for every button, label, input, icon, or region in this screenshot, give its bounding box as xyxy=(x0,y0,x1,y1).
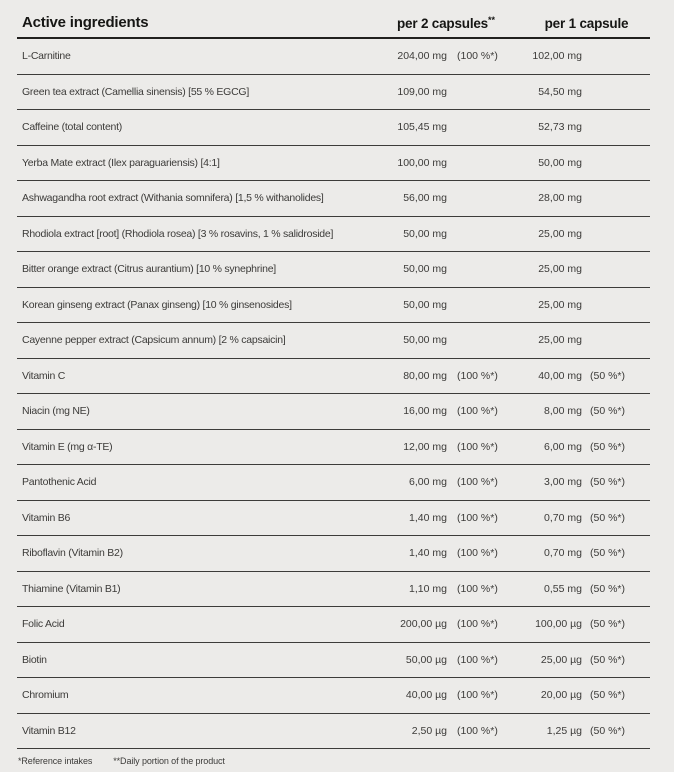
ingredient-name: Riboflavin (Vitamin B2) xyxy=(22,547,123,560)
reference-intake-pct-2: (100 %*) xyxy=(457,476,498,489)
amount-per-2-capsules: 50,00 mg xyxy=(403,298,447,311)
amount-per-2-capsules: 1,40 mg xyxy=(409,547,447,560)
amount-per-2-capsules: 40,00 µg xyxy=(405,689,447,702)
amount-per-1-capsule: 28,00 mg xyxy=(538,192,582,205)
ingredient-name: L-Carnitine xyxy=(22,50,71,63)
amount-per-1-capsule: 54,50 mg xyxy=(538,85,582,98)
table-header-row xyxy=(17,0,650,39)
footnote-reference-intakes: *Reference intakes xyxy=(18,756,93,766)
amount-per-1-capsule: 6,00 mg xyxy=(544,440,582,453)
amount-per-2-capsules: 100,00 mg xyxy=(397,156,447,169)
table-row xyxy=(17,643,650,679)
reference-intake-pct-2: (100 %*) xyxy=(457,618,498,631)
reference-intake-pct-1: (50 %*) xyxy=(590,653,626,666)
amount-per-2-capsules: 6,00 mg xyxy=(409,476,447,489)
table-row xyxy=(17,394,650,430)
amount-per-1-capsule: 25,00 mg xyxy=(538,263,582,276)
table-row xyxy=(17,465,650,501)
table-row xyxy=(17,323,650,359)
table-row xyxy=(17,110,650,146)
amount-per-2-capsules: 1,40 mg xyxy=(409,511,447,524)
ingredient-name: Bitter orange extract (Citrus aurantium) [10 % synephrine] xyxy=(22,263,276,276)
amount-per-1-capsule: 3,00 mg xyxy=(544,476,582,489)
amount-per-1-capsule: 1,25 µg xyxy=(546,724,582,737)
header-per-2-capsules-label: per 2 capsules xyxy=(396,16,488,31)
table-body xyxy=(17,39,650,749)
header-per-1-capsule: per 1 capsule xyxy=(544,16,629,31)
reference-intake-pct-2: (100 %*) xyxy=(457,689,498,702)
ingredient-name: Pantothenic Acid xyxy=(22,476,97,489)
reference-intake-pct-1: (50 %*) xyxy=(590,476,626,489)
amount-per-2-capsules: 50,00 µg xyxy=(405,653,447,666)
amount-per-1-capsule: 25,00 mg xyxy=(538,334,582,347)
reference-intake-pct-2: (100 %*) xyxy=(457,653,498,666)
ingredient-name: Folic Acid xyxy=(22,618,65,631)
table-row xyxy=(17,146,650,182)
amount-per-1-capsule: 25,00 mg xyxy=(538,227,582,240)
footnotes xyxy=(17,756,650,766)
table-row xyxy=(17,430,650,466)
table-row xyxy=(17,217,650,253)
amount-per-2-capsules: 12,00 mg xyxy=(403,440,447,453)
amount-per-1-capsule: 8,00 mg xyxy=(544,405,582,418)
reference-intake-pct-2: (100 %*) xyxy=(457,511,498,524)
ingredient-name: Green tea extract (Camellia sinensis) [55 % EGCG] xyxy=(22,85,250,98)
amount-per-1-capsule: 52,73 mg xyxy=(538,121,582,134)
ingredient-name: Ashwagandha root extract (Withania somnifera) [1,5 % withanolides] xyxy=(22,192,324,205)
amount-per-2-capsules: 109,00 mg xyxy=(397,85,447,98)
ingredient-name: Thiamine (Vitamin B1) xyxy=(22,582,121,595)
ingredient-name: Caffeine (total content) xyxy=(22,121,123,134)
ingredient-name: Niacin (mg NE) xyxy=(22,405,90,418)
reference-intake-pct-2: (100 %*) xyxy=(457,582,498,595)
amount-per-2-capsules: 50,00 mg xyxy=(403,227,447,240)
amount-per-2-capsules: 56,00 mg xyxy=(403,192,447,205)
reference-intake-pct-1: (50 %*) xyxy=(590,547,626,560)
reference-intake-pct-2: (100 %*) xyxy=(457,547,498,560)
ingredient-name: Vitamin E (mg α-TE) xyxy=(22,440,113,453)
table-row xyxy=(17,252,650,288)
amount-per-1-capsule: 0,70 mg xyxy=(544,511,582,524)
amount-per-1-capsule: 100,00 µg xyxy=(535,618,582,631)
header-active-ingredients: Active ingredients xyxy=(22,14,149,31)
footnote-daily-portion: **Daily portion of the product xyxy=(113,756,225,766)
amount-per-2-capsules: 1,10 mg xyxy=(409,582,447,595)
reference-intake-pct-1: (50 %*) xyxy=(590,582,626,595)
amount-per-1-capsule: 25,00 mg xyxy=(538,298,582,311)
ingredient-name: Yerba Mate extract (Ilex paraguariensis) [4:1] xyxy=(22,156,220,169)
ingredient-name: Vitamin C xyxy=(22,369,66,382)
amount-per-2-capsules: 105,45 mg xyxy=(397,121,447,134)
active-ingredients-table xyxy=(17,0,650,766)
amount-per-2-capsules: 2,50 µg xyxy=(411,724,447,737)
ingredient-name: Korean ginseng extract (Panax ginseng) [10 % ginsenosides] xyxy=(22,298,292,311)
reference-intake-pct-1: (50 %*) xyxy=(590,689,626,702)
reference-intake-pct-2: (100 %*) xyxy=(457,405,498,418)
amount-per-1-capsule: 50,00 mg xyxy=(538,156,582,169)
amount-per-1-capsule: 0,55 mg xyxy=(544,582,582,595)
reference-intake-pct-1: (50 %*) xyxy=(590,618,626,631)
ingredient-name: Vitamin B6 xyxy=(22,511,71,524)
table-row xyxy=(17,39,650,75)
reference-intake-pct-2: (100 %*) xyxy=(457,50,498,63)
reference-intake-pct-1: (50 %*) xyxy=(590,405,626,418)
table-row xyxy=(17,501,650,537)
amount-per-2-capsules: 50,00 mg xyxy=(403,334,447,347)
reference-intake-pct-1: (50 %*) xyxy=(590,440,626,453)
reference-intake-pct-2: (100 %*) xyxy=(457,369,498,382)
amount-per-1-capsule: 20,00 µg xyxy=(540,689,582,702)
table-row xyxy=(17,678,650,714)
amount-per-2-capsules: 200,00 µg xyxy=(400,618,447,631)
table-row xyxy=(17,288,650,324)
table-row xyxy=(17,181,650,217)
amount-per-1-capsule: 40,00 mg xyxy=(538,369,582,382)
header-per-2-capsules-footnote-marker: ** xyxy=(488,15,496,25)
reference-intake-pct-2: (100 %*) xyxy=(457,724,498,737)
reference-intake-pct-1: (50 %*) xyxy=(590,724,626,737)
amount-per-2-capsules: 204,00 mg xyxy=(397,50,447,63)
table-row xyxy=(17,536,650,572)
header-per-2-capsules xyxy=(337,16,507,31)
table-row xyxy=(17,607,650,643)
amount-per-2-capsules: 80,00 mg xyxy=(403,369,447,382)
table-row xyxy=(17,572,650,608)
ingredient-name: Cayenne pepper extract (Capsicum annum) [2 % capsaicin] xyxy=(22,334,286,347)
reference-intake-pct-1: (50 %*) xyxy=(590,369,626,382)
amount-per-2-capsules: 16,00 mg xyxy=(403,405,447,418)
reference-intake-pct-2: (100 %*) xyxy=(457,440,498,453)
amount-per-1-capsule: 25,00 µg xyxy=(540,653,582,666)
ingredient-name: Chromium xyxy=(22,689,69,702)
amount-per-1-capsule: 102,00 mg xyxy=(532,50,582,63)
table-row xyxy=(17,75,650,111)
ingredient-name: Rhodiola extract [root] (Rhodiola rosea) [3 % rosavins, 1 % salidroside] xyxy=(22,227,334,240)
table-row xyxy=(17,359,650,395)
amount-per-1-capsule: 0,70 mg xyxy=(544,547,582,560)
table-row xyxy=(17,714,650,750)
reference-intake-pct-1: (50 %*) xyxy=(590,511,626,524)
ingredient-name: Vitamin B12 xyxy=(22,724,76,737)
amount-per-2-capsules: 50,00 mg xyxy=(403,263,447,276)
ingredient-name: Biotin xyxy=(22,653,47,666)
